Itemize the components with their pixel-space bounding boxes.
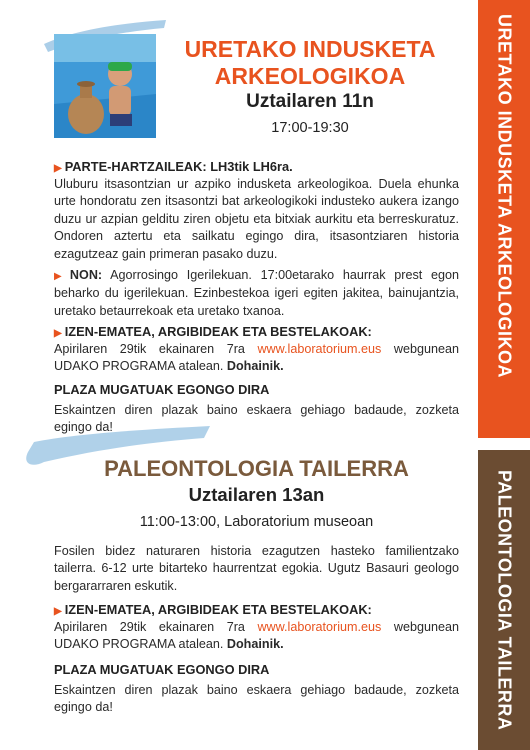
event2-limited-text: Eskaintzen diren plazak baino eskaera gehiago badaude, zozketa egingo da! <box>54 683 459 715</box>
event1-limited-text: Eskaintzen diren plazak baino eskaera gehiago badaude, zozketa egingo da! <box>54 403 459 435</box>
triangle-bullet-icon: ▶ <box>54 271 67 282</box>
laboratorium-link[interactable]: www.laboratorium.eus <box>257 342 382 356</box>
event1-participants: ▶ PARTE-HARTZAILEAK: LH3tik LH6ra. <box>54 159 293 174</box>
event1-title-line1: URETAKO INDUSKETA <box>184 36 436 62</box>
event2-registration-text: Apirilaren 29tik ekainaren 7ra www.laboratorium.eus webgunean UDAKO PROGRAMA atalean. Dohainik. <box>54 620 459 652</box>
triangle-bullet-icon: ▶ <box>54 606 62 617</box>
sidebar-bottom-label: PALEONTOLOGIA TAILERRA <box>494 470 515 731</box>
triangle-bullet-icon: ▶ <box>54 163 62 174</box>
event1-registration-text: Apirilaren 29tik ekainaren 7ra www.laboratorium.eus webgunean UDAKO PROGRAMA atalean. Dohainik. <box>54 342 459 374</box>
laboratorium-link[interactable]: www.laboratorium.eus <box>257 620 382 634</box>
event2-registration-heading: ▶ IZEN-EMATEA, ARGIBIDEAK ETA BESTELAKOAK: <box>54 602 372 617</box>
sidebar-top-label: URETAKO INDUSKETA ARKEOLOGIKOA <box>494 14 515 378</box>
child-with-amphora-photo <box>54 34 156 138</box>
event1-description: Uluburu itsasontzian ur azpiko indusketa arkeologikoa. Duela ehunka urte hondoratu zen itsasontzi bat arkeologikoki industeko aukera izango duzu ur azpian gelditu ziren objetu eta bitxiak aurkitu eta berreskuratuz. Ondoren aztertu eta sailkatu egingo dira, itsasontziaren historia ezagutzeaz gain primeran pasako duzu. <box>54 177 459 261</box>
event1-limited-heading: PLAZA MUGATUAK EGONGO DIRA <box>54 382 270 397</box>
event1-title-line2: ARKEOLOGIKOA <box>214 63 406 89</box>
event2-limited-heading: PLAZA MUGATUAK EGONGO DIRA <box>54 662 270 677</box>
event1-time: 17:00-19:30 <box>271 120 349 136</box>
event2-time: 11:00-13:00, Laboratorium museoan <box>139 514 374 530</box>
event1-where: ▶ NON: Agorrosingo Igerilekuan. 17:00etarako haurrak prest egon beharko du igerilekuan. Ezinbestekoa igeri egiten jakitea, bainujantzia, uretako betaurrekoak eta uretako txanoa. <box>54 268 459 318</box>
triangle-bullet-icon: ▶ <box>54 328 62 339</box>
event1-date: Uztailaren 11n <box>246 91 374 112</box>
event2-date: Uztailaren 13an <box>188 484 325 505</box>
event1-registration-heading: ▶ IZEN-EMATEA, ARGIBIDEAK ETA BESTELAKOAK: <box>54 324 372 339</box>
event2-description: Fosilen bidez naturaren historia ezagutzen hasteko familientzako tailerra. 6-12 urte bitarteko haurrentzat egokia. Ugutz Basauri geologo bergararraren eskutik. <box>54 544 459 593</box>
event2-title: PALEONTOLOGIA TAILERRA <box>104 456 409 481</box>
